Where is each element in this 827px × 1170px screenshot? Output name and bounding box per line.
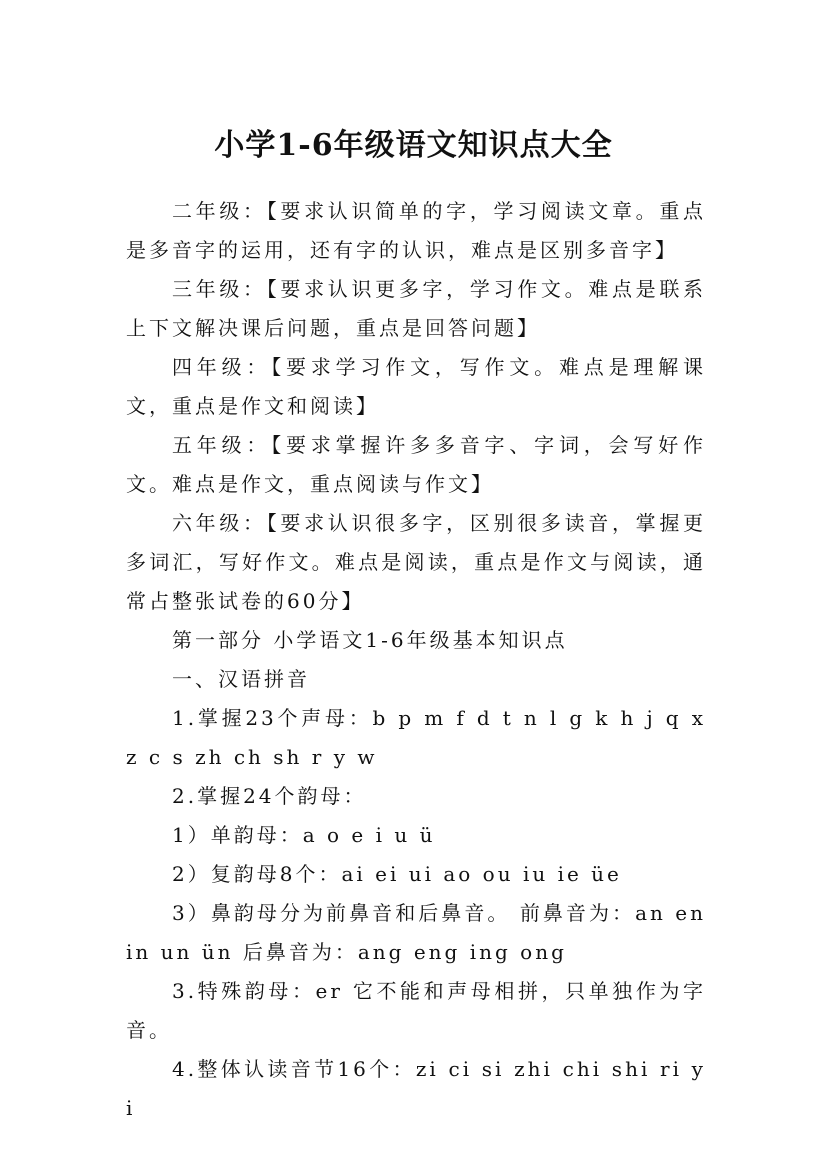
paragraph-grade-5: 五年级：【要求掌握许多多音字、字词，会写好作文。难点是作文，重点阅读与作文】 [126,433,706,496]
paragraph-compound-finals: 2）复韵母8个：ai ei ui ao ou iu ie üe [172,862,622,886]
paragraph-special-final: 3.特殊韵母：er 它不能和声母相拼，只单独作为字音。 [126,979,706,1042]
page-title: 小学1-6年级语文知识点大全 [214,128,613,164]
paragraph-initials: 1.掌握23个声母：b p m f d t n l g k h j q x z c s zh ch sh r y w [126,706,706,769]
paragraph-grade-3: 三年级：【要求认识更多字，学习作文。难点是联系上下文解决课后问题，重点是回答问题】 [126,277,706,340]
paragraph-nasal-finals: 3）鼻韵母分为前鼻音和后鼻音。 前鼻音为：an en in un ün 后鼻音为：ang eng ing ong [126,901,706,964]
section-heading-part-1: 第一部分 小学语文1-6年级基本知识点 [172,628,568,652]
paragraph-grade-6: 六年级：【要求认识很多字，区别很多读音，掌握更多词汇，写好作文。难点是阅读，重点是作文与阅读，通常占整张试卷的60分】 [126,511,706,613]
paragraph-simple-finals: 1）单韵母：a o e i u ü [172,823,436,847]
document-body [126,192,706,1128]
paragraph-finals: 2.掌握24个韵母： [172,784,367,808]
paragraph-grade-2: 二年级：【要求认识简单的字，学习阅读文章。重点是多音字的运用，还有字的认识，难点是区别多音字】 [126,199,706,262]
paragraph-grade-4: 四年级：【要求学习作文，写作文。难点是理解课文，重点是作文和阅读】 [126,355,706,418]
paragraph-whole-syllables: 4.整体认读音节16个：zi ci si zhi chi shi ri yi [126,1057,706,1120]
section-heading-pinyin: 一、汉语拼音 [172,667,310,691]
